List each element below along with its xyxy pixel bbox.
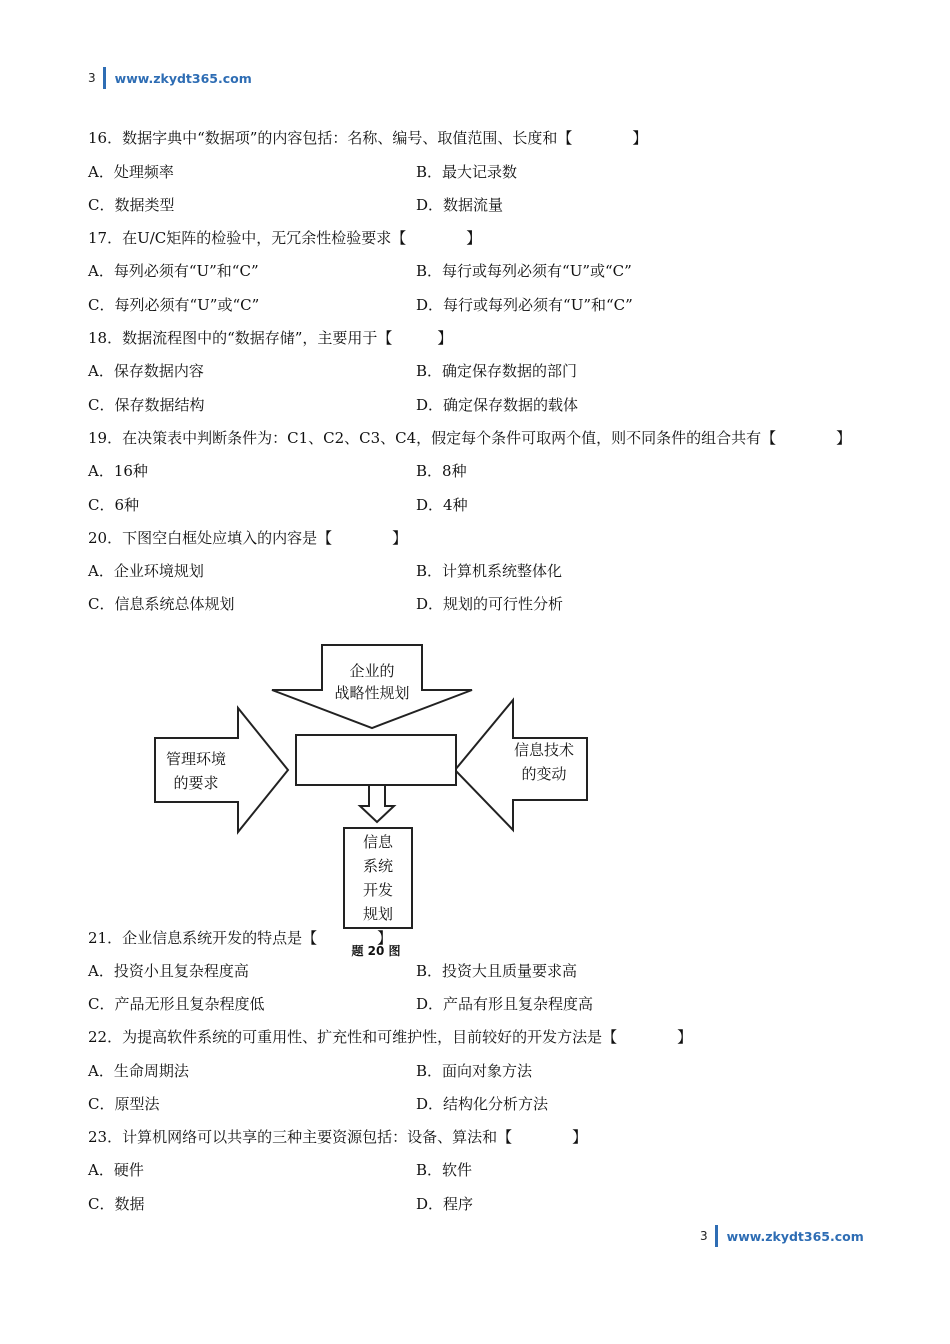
bottom-label-line2: 系统	[362, 857, 394, 875]
bottom-label-line3: 开发	[362, 881, 394, 899]
option-20b: B．计算机系统整体化	[416, 562, 563, 580]
option-18a: A．保存数据内容	[88, 362, 204, 380]
question-23: 23．计算机网络可以共享的三种主要资源包括：设备、算法和【 】	[88, 1128, 588, 1146]
question-17: 17．在U/C矩阵的检验中，无冗余性检验要求【 】	[88, 229, 482, 247]
blank-box	[296, 735, 456, 785]
option-16c: C．数据类型	[88, 196, 175, 214]
left-arrow-shape	[155, 708, 288, 832]
figure-20-diagram	[150, 640, 600, 960]
right-label-line1: 信息技术	[513, 741, 575, 759]
option-21a: A．投资小且复杂程度高	[88, 962, 249, 980]
option-18d: D．确定保存数据的载体	[416, 396, 579, 414]
option-17d: D．每行或每列必须有“U”和“C”	[416, 296, 633, 314]
question-22: 22．为提高软件系统的可重用性、扩充性和可维护性，目前较好的开发方法是【 】	[88, 1028, 693, 1046]
option-16b: B．最大记录数	[416, 163, 518, 181]
question-16: 16．数据字典中“数据项”的内容包括：名称、编号、取值范围、长度和【 】	[88, 129, 648, 147]
top-label-line2: 战略性规划	[334, 684, 410, 702]
figure-caption: 题 20 图	[351, 944, 401, 958]
option-21b: B．投资大且质量要求高	[416, 962, 578, 980]
option-17c: C．每列必须有“U”或“C”	[88, 296, 260, 314]
footer-page-number: 3	[700, 1229, 708, 1243]
question-21: 21．企业信息系统开发的特点是【 】	[88, 929, 393, 947]
header-divider	[103, 67, 106, 89]
option-17a: A．每列必须有“U”和“C”	[88, 262, 259, 280]
bottom-label-line1: 信息	[362, 833, 394, 851]
option-18b: B．确定保存数据的部门	[416, 362, 578, 380]
option-20a: A．企业环境规划	[88, 562, 204, 580]
option-23b: B．软件	[416, 1161, 473, 1179]
question-20: 20．下图空白框处应填入的内容是【 】	[88, 529, 408, 547]
header-page-number: 3	[88, 71, 96, 85]
question-19: 19．在决策表中判断条件为：C1、C2、C3、C4，假定每个条件可取两个值，则不同条件的组合共有【 】	[88, 429, 852, 447]
option-22a: A．生命周期法	[88, 1062, 189, 1080]
left-label-line2: 的要求	[173, 774, 219, 792]
option-20c: C．信息系统总体规划	[88, 595, 235, 613]
option-17b: B．每行或每列必须有“U”或“C”	[416, 262, 632, 280]
right-label-line2: 的变动	[521, 765, 567, 783]
page-footer	[700, 1225, 864, 1247]
option-19d: D．4种	[416, 496, 468, 514]
option-21d: D．产品有形且复杂程度高	[416, 995, 594, 1013]
option-22b: B．面向对象方法	[416, 1062, 533, 1080]
page-header	[88, 67, 252, 89]
option-19b: B．8种	[416, 462, 467, 480]
top-label-line1: 企业的	[349, 662, 395, 680]
option-23c: C．数据	[88, 1195, 145, 1213]
option-19a: A．16种	[88, 462, 148, 480]
option-23d: D．程序	[416, 1195, 474, 1213]
down-arrow-shape	[360, 785, 394, 822]
option-18c: C．保存数据结构	[88, 396, 205, 414]
header-site-link[interactable]: www.zkydt365.com	[114, 70, 252, 86]
option-23a: A．硬件	[88, 1161, 144, 1179]
footer-site-link[interactable]: www.zkydt365.com	[726, 1228, 864, 1244]
option-20d: D．规划的可行性分析	[416, 595, 564, 613]
question-18: 18．数据流程图中的“数据存储”，主要用于【 】	[88, 329, 453, 347]
option-21c: C．产品无形且复杂程度低	[88, 995, 265, 1013]
option-16d: D．数据流量	[416, 196, 504, 214]
bottom-label-line4: 规划	[362, 905, 394, 923]
option-22d: D．结构化分析方法	[416, 1095, 549, 1113]
footer-divider	[715, 1225, 718, 1247]
option-22c: C．原型法	[88, 1095, 160, 1113]
left-label-line1: 管理环境	[165, 750, 227, 768]
option-19c: C．6种	[88, 496, 140, 514]
option-16a: A．处理频率	[88, 163, 174, 181]
